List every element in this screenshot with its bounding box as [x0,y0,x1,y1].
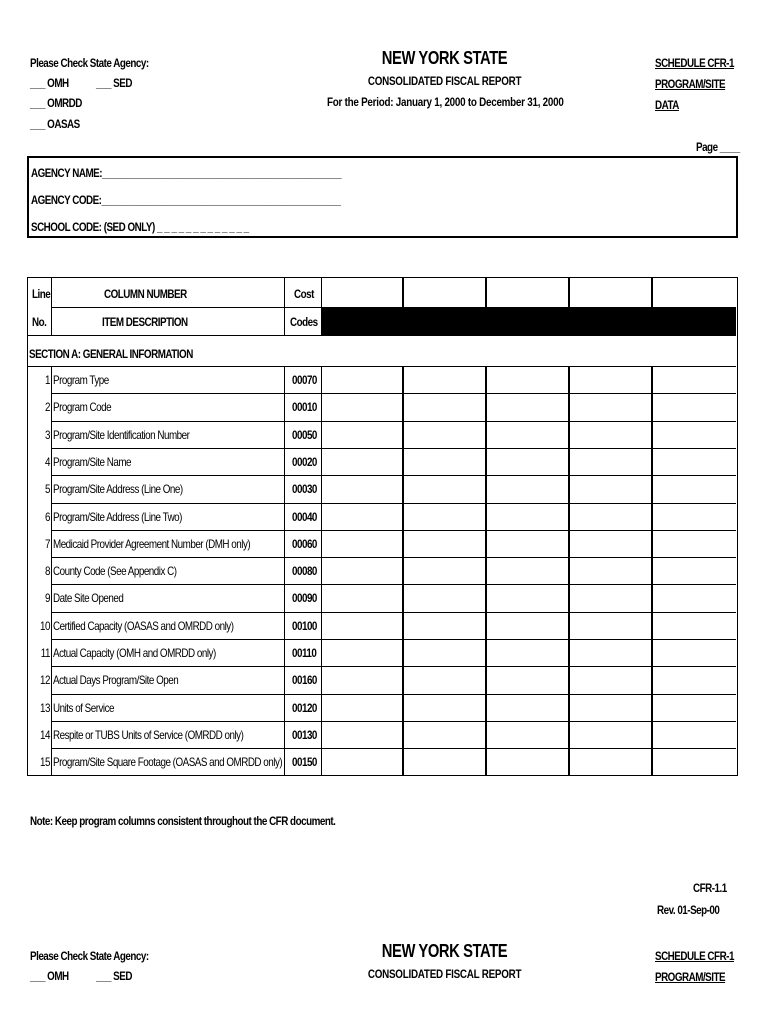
line-number: 11 [40,646,50,660]
item-description: Program/Site Name [53,454,132,469]
program-column-cell-4[interactable] [570,449,651,475]
program-column-cell-4[interactable] [570,613,651,639]
school-code-label: SCHOOL CODE: (SED ONLY) [31,220,155,234]
omh-checkbox[interactable]: ___ OMH [30,76,69,90]
code-divider [321,278,322,335]
line-number: 15 [40,755,50,770]
table-row [28,475,736,502]
omrdd-checkbox[interactable]: ___ OMRDD [30,96,82,110]
no-header: No. [32,315,47,329]
schedule-label: SCHEDULE CFR-1 [655,56,734,70]
program-column-cell-2[interactable] [404,640,485,666]
table-row [28,721,736,748]
table-row [28,448,736,475]
item-description: Program Type [53,373,109,387]
table-row [28,639,736,666]
program-column-cell-5[interactable] [653,531,736,557]
line-number: 10 [40,618,50,633]
data-label: DATA [655,98,679,112]
program-column-cell-4[interactable] [570,640,651,666]
oasas-checkbox[interactable]: ___ OASAS [30,117,80,131]
form-id: CFR-1.1 [693,881,727,895]
program-column-cell-3[interactable] [487,749,568,775]
footer-program-site-label: PROGRAM/SITE [655,970,726,984]
line-number: 1 [45,373,50,387]
footer-check-agency-label: Please Check State Agency: [30,949,149,963]
table-row [28,584,736,611]
program-column-cell-1[interactable] [323,531,402,557]
program-column-cell-3[interactable] [487,640,568,666]
program-column-cell-5[interactable] [653,613,736,639]
section-a-title: SECTION A: GENERAL INFORMATION [29,347,193,361]
program-column-cell-3[interactable] [487,585,568,611]
line-header: Line [32,287,51,301]
item-description: Program Code [53,400,112,415]
program-column-cell-2[interactable] [404,667,485,693]
program-column-cell-1[interactable] [323,585,402,611]
item-description: Certified Capacity (OASAS and OMRDD only) [53,618,234,633]
column-header-shade [322,307,736,335]
footer-report-title: CONSOLIDATED FISCAL REPORT [368,967,522,981]
program-column-cell-3[interactable] [487,558,568,584]
program-column-cell-1[interactable] [323,749,402,775]
program-column-cell-5[interactable] [653,394,736,420]
program-column-cell-4[interactable] [570,722,651,748]
col4-divider [651,278,653,335]
program-column-cell-5[interactable] [653,749,736,775]
item-description: Date Site Opened [53,591,124,606]
program-column-cell-3[interactable] [487,422,568,448]
program-column-cell-1[interactable] [323,449,402,475]
program-column-cell-3[interactable] [487,722,568,748]
program-column-cell-5[interactable] [653,449,736,475]
program-column-cell-4[interactable] [570,749,651,775]
program-column-cell-1[interactable] [323,558,402,584]
sed-checkbox[interactable]: ___ SED [96,76,132,90]
program-column-cell-2[interactable] [404,558,485,584]
revision-date: Rev. 01-Sep-00 [657,903,720,917]
cost-code: 00130 [292,727,317,742]
program-column-cell-5[interactable] [653,585,736,611]
cost-code: 00100 [292,618,317,633]
line-number: 6 [45,509,50,524]
codes-header: Codes [290,315,318,329]
line-number: 4 [45,454,50,469]
page-number[interactable]: Page ____ [696,140,740,154]
program-column-cell-1[interactable] [323,695,402,721]
footer-state-title: NEW YORK STATE [382,941,508,961]
table-row [28,503,736,530]
program-column-cell-3[interactable] [487,695,568,721]
program-column-cell-4[interactable] [570,394,651,420]
table-row [28,694,736,721]
cost-code: 00160 [292,673,317,688]
program-column-cell-4[interactable] [570,476,651,502]
program-column-cell-5[interactable] [653,367,736,393]
line-number: 12 [40,673,50,688]
program-column-cell-5[interactable] [653,722,736,748]
item-description: Units of Service [53,700,115,715]
program-column-cell-4[interactable] [570,367,651,393]
footer-sed-checkbox[interactable]: ___ SED [96,969,132,983]
line-number: 2 [45,400,50,415]
agency-checklist [30,53,175,135]
note-text: Note: Keep program columns consistent throughout the CFR document. [30,814,336,828]
program-site-table [27,277,738,776]
footer-agency-checklist [30,946,175,986]
program-column-cell-5[interactable] [653,640,736,666]
desc-divider [284,278,285,335]
program-column-cell-2[interactable] [404,504,485,530]
line-number: 9 [45,591,50,606]
school-code-field[interactable]: _ _ _ _ _ _ _ _ _ _ _ _ _ [157,220,249,234]
program-column-cell-2[interactable] [404,449,485,475]
program-column-cell-2[interactable] [404,722,485,748]
footer-omh-checkbox[interactable]: ___ OMH [30,969,69,983]
item-description: Program/Site Address (Line One) [53,482,183,497]
program-column-cell-3[interactable] [487,476,568,502]
program-column-cell-4[interactable] [570,558,651,584]
program-column-cell-3[interactable] [487,394,568,420]
program-column-cell-3[interactable] [487,367,568,393]
report-period: For the Period: January 1, 2000 to December 31, 2000 [326,95,564,109]
item-description: Actual Days Program/Site Open [53,673,179,688]
report-title-block [300,48,590,114]
cost-code: 00070 [292,373,317,387]
item-description: County Code (See Appendix C) [53,564,177,579]
check-agency-label: Please Check State Agency: [30,56,149,70]
table-row [28,557,736,584]
col3-divider [568,278,570,335]
program-column-cell-2[interactable] [404,585,485,611]
program-column-cell-1[interactable] [323,394,402,420]
col2-divider [485,278,487,335]
program-column-cell-4[interactable] [570,667,651,693]
line-number: 13 [40,700,50,715]
program-column-cell-3[interactable] [487,613,568,639]
item-description: Program/Site Square Footage (OASAS and OMRDD only) [53,755,283,770]
program-column-cell-4[interactable] [570,695,651,721]
program-site-label: PROGRAM/SITE [655,77,726,91]
footer-title-block [300,941,590,986]
header-divider [51,307,322,308]
program-column-cell-2[interactable] [404,422,485,448]
program-column-cell-5[interactable] [653,667,736,693]
cost-code: 00060 [292,536,317,551]
line-number: 14 [40,727,50,742]
cost-code: 00010 [292,400,317,415]
cost-code: 00030 [292,482,317,497]
cost-code: 00090 [292,591,317,606]
program-column-cell-2[interactable] [404,749,485,775]
program-column-cell-5[interactable] [653,504,736,530]
program-column-cell-3[interactable] [487,449,568,475]
table-row [28,366,736,393]
program-column-cell-2[interactable] [404,476,485,502]
program-column-cell-4[interactable] [570,531,651,557]
program-column-cell-3[interactable] [487,667,568,693]
program-column-cell-5[interactable] [653,476,736,502]
program-column-cell-1[interactable] [323,640,402,666]
program-column-cell-3[interactable] [487,504,568,530]
table-row [28,393,736,420]
cost-code: 00040 [292,509,317,524]
program-column-cell-1[interactable] [323,722,402,748]
program-column-cell-1[interactable] [323,667,402,693]
program-column-cell-2[interactable] [404,695,485,721]
line-number: 5 [45,482,50,497]
agency-info-box [27,156,738,238]
agency-code-field[interactable]: AGENCY CODE:________________________________________________ [31,193,341,207]
cost-code: 00050 [292,427,317,442]
program-column-cell-5[interactable] [653,422,736,448]
program-column-cell-1[interactable] [323,367,402,393]
item-description-header: ITEM DESCRIPTION [102,315,188,329]
line-no-divider [51,278,52,335]
footer-schedule-label: SCHEDULE CFR-1 [655,949,734,963]
cost-code: 00120 [292,700,317,715]
program-column-cell-2[interactable] [404,613,485,639]
program-column-cell-2[interactable] [404,367,485,393]
agency-name-field[interactable]: AGENCY NAME:________________________________________________ [31,166,342,180]
column-number-header: COLUMN NUMBER [104,287,187,301]
program-column-cell-3[interactable] [487,531,568,557]
table-row [28,421,736,448]
program-column-cell-4[interactable] [570,585,651,611]
report-title: CONSOLIDATED FISCAL REPORT [368,74,522,88]
item-description: Program/Site Address (Line Two) [53,509,182,524]
program-column-cell-1[interactable] [323,504,402,530]
state-title: NEW YORK STATE [382,48,508,68]
table-row [28,748,736,775]
program-column-cell-2[interactable] [404,394,485,420]
program-column-cell-4[interactable] [570,504,651,530]
col1-divider [402,278,404,335]
footer-schedule-block [655,946,751,988]
line-number: 3 [45,427,50,442]
program-column-cell-5[interactable] [653,558,736,584]
schedule-block [655,53,751,116]
program-column-cell-1[interactable] [323,422,402,448]
cost-code: 00110 [292,646,317,660]
item-description: Program/Site Identification Number [53,427,190,442]
item-description: Actual Capacity (OMH and OMRDD only) [53,646,216,660]
cost-code: 00020 [292,454,317,469]
cost-header: Cost [294,287,314,301]
program-column-cell-4[interactable] [570,422,651,448]
program-column-cell-1[interactable] [323,476,402,502]
table-row [28,530,736,557]
item-description: Medicaid Provider Agreement Number (DMH only) [53,536,251,551]
table-row [28,612,736,639]
item-description: Respite or TUBS Units of Service (OMRDD only) [53,727,244,742]
program-column-cell-5[interactable] [653,695,736,721]
cost-code: 00080 [292,564,317,579]
line-number: 7 [45,536,50,551]
program-column-cell-2[interactable] [404,531,485,557]
cost-code: 00150 [292,755,317,770]
table-row [28,666,736,693]
header-bottom-line [28,335,736,336]
line-number: 8 [45,564,50,579]
program-column-cell-1[interactable] [323,613,402,639]
